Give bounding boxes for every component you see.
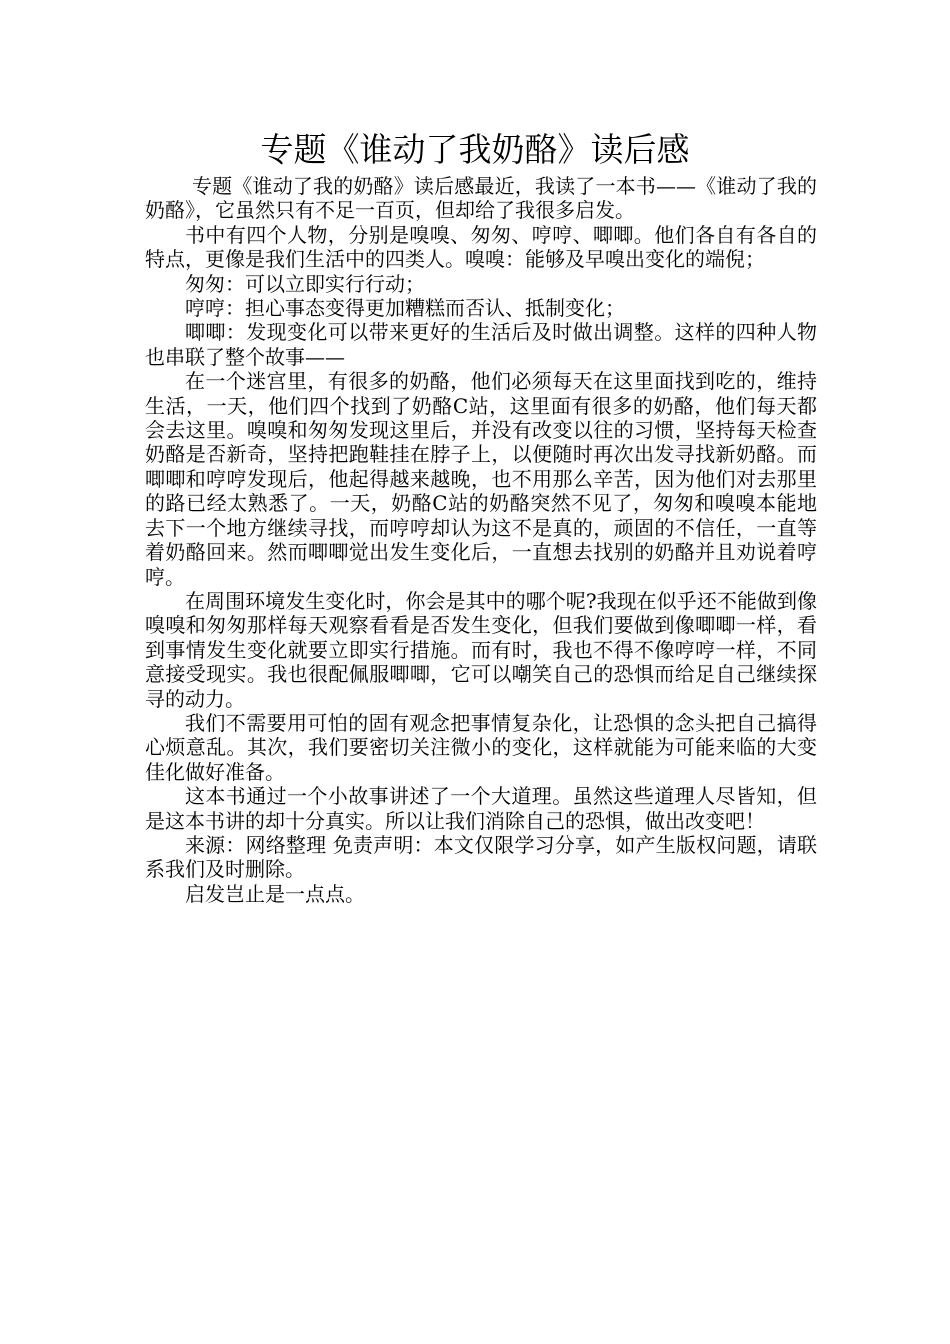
paragraph-jiji: 唧唧：发现变化可以带来更好的生活后及时做出调整。这样的四种人物也串联了整个故事—— xyxy=(145,320,817,369)
document-body xyxy=(145,174,817,906)
paragraph-characters: 书中有四个人物，分别是嗅嗅、匆匆、哼哼、唧唧。他们各自有各自的特点，更像是我们生活中的四类人。嗅嗅：能够及早嗅出变化的端倪； xyxy=(145,222,817,272)
paragraph-conclusion: 这本书通过一个小故事讲述了一个大道理。虽然这些道理人尽皆知，但是这本书讲的却十分真实。所以让我们消除自己的恐惧，做出改变吧！ xyxy=(145,784,817,833)
paragraph-advice: 我们不需要用可怕的固有观念把事情复杂化，让恐惧的念头把自己搞得心烦意乱。其次，我们要密切关注微小的变化，这样就能为可能来临的大变佳化做好准备。 xyxy=(145,710,817,784)
document-title: 专题《谁动了我奶酪》读后感 xyxy=(260,130,690,169)
paragraph-hengheng: 哼哼：担心事态变得更加糟糕而否认、抵制变化； xyxy=(185,296,625,321)
paragraph-intro: 专题《谁动了我的奶酪》读后感最近，我读了一本书——《谁动了我的奶酪》，它虽然只有不足一百页，但却给了我很多启发。 xyxy=(145,174,817,223)
paragraph-source: 来源：网络整理 免责声明：本文仅限学习分享，如产生版权问题，请联系我们及时删除。 xyxy=(145,832,817,882)
paragraph-story: 在一个迷宫里，有很多的奶酪，他们必须每天在这里面找到吃的，维持生活，一天，他们四个找到了奶酪C站，这里面有很多的奶酪，他们每天都会去这里。嗅嗅和匆匆发现这里后，并没有改变以往的习惯，坚持每天检查奶酪是否新奇，坚持把跑鞋挂在脖子上，以便随时再次出发寻找新奶酪。而唧唧和哼哼发现后，他起得越来越晚，也不用那么辛苦，因为他们对去那里的路已经太熟悉了。一天，奶酪C站的奶酪突然不见了，匆匆和嗅嗅本能地去下一个地方继续寻找，而哼哼却认为这不是真的，顽固的不信任，一直等着奶酪回来。然而唧唧觉出发生变化后，一直想去找别的奶酪并且劝说着哼哼。 xyxy=(145,369,817,589)
paragraph-congcong: 匆匆：可以立即实行行动； xyxy=(185,271,425,296)
paragraph-closing: 启发岂止是一点点。 xyxy=(185,881,365,906)
paragraph-reflection: 在周围环境发生变化时，你会是其中的哪个呢?我现在似乎还不能做到像嗅嗅和匆匆那样每天观察看看是否发生变化，但我们要做到像唧唧一样，看到事情发生变化就要立即实行措施。而有时，我也不得不像哼哼一样，不同意接受现实。我也很配佩服唧唧，它可以嘲笑自己的恐惧而给足自己继续探寻的动力。 xyxy=(145,588,817,711)
